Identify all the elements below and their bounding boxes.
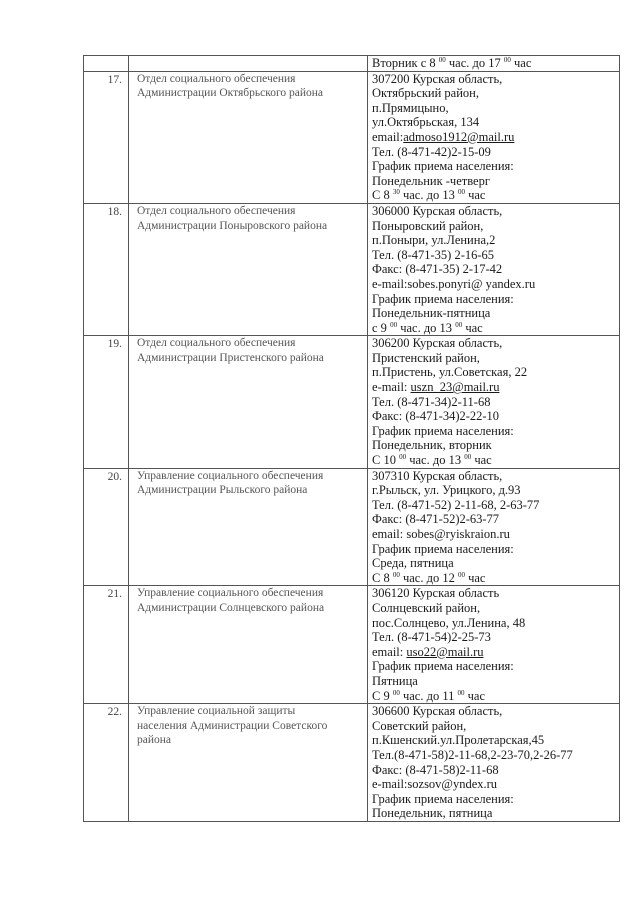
address-line (372, 351, 619, 366)
address-line (372, 145, 619, 160)
row-number: 17. (107, 73, 122, 86)
address-text: час (471, 453, 492, 468)
address-line (372, 689, 619, 704)
address-text: час. до 12 (399, 570, 458, 585)
address-line (372, 453, 619, 468)
department-name-line: Управление социального обеспечения (137, 587, 324, 600)
address-text: Пристенский район, (372, 350, 480, 365)
address-text: Тел. (8-471-35) 2-16-65 (372, 247, 495, 262)
address-text: Тел.(8-471-58)2-11-68,2-23-70,2-26-77 (372, 747, 573, 762)
address-text: Вторник с 8 (372, 56, 439, 70)
address-line (372, 56, 619, 71)
address-line (372, 763, 619, 778)
address-text: час. до 13 (406, 453, 465, 468)
number-cell (84, 203, 129, 335)
address-line (372, 630, 619, 645)
department-cell (129, 468, 368, 586)
time-minutes-superscript: 00 (503, 55, 511, 64)
address-text: С 8 (372, 570, 393, 585)
time-minutes-superscript: 00 (457, 570, 465, 579)
address-line (372, 498, 619, 513)
address-line (372, 586, 619, 601)
address-line (372, 159, 619, 174)
address-cell (368, 71, 620, 203)
address-cell (368, 586, 620, 704)
address-text: час (462, 320, 483, 335)
address-line (372, 806, 619, 821)
address-line (372, 204, 619, 219)
address-text: Тел. (8-471-42)2-15-09 (372, 144, 491, 159)
table-row (84, 468, 620, 586)
table-row (84, 203, 620, 335)
department-name-line: Отдел социального обеспечения (137, 204, 296, 217)
address-text: График приема населения: (372, 423, 514, 438)
address-text: e-mail: (372, 380, 411, 395)
address-text: час (464, 188, 486, 203)
address-line (372, 542, 619, 557)
row-number: 20. (107, 470, 122, 483)
row-number: 18. (107, 205, 122, 218)
address-line (372, 188, 619, 203)
department-cell (129, 704, 368, 822)
department-name-line: Отдел социального обеспечения (137, 337, 296, 350)
department-cell (129, 203, 368, 335)
address-line (372, 719, 619, 734)
table-row-continued (84, 56, 620, 72)
department-cell (129, 56, 368, 72)
address-cell (368, 56, 620, 72)
address-text: час (464, 570, 486, 585)
address-text: Поныровский район, (372, 218, 484, 233)
address-text: пос.Солнцево, ул.Ленина, 48 (372, 615, 526, 630)
number-cell (84, 336, 129, 468)
address-line (372, 262, 619, 277)
address-line (372, 409, 619, 424)
address-text: Октябрьский район, (372, 86, 479, 101)
table-row (84, 71, 620, 203)
department-name-line: Администрации Поныровского района (137, 219, 328, 232)
time-minutes-superscript: 00 (457, 688, 465, 697)
address-line (372, 674, 619, 689)
offices-table (83, 55, 620, 822)
address-line (372, 233, 619, 248)
address-text: час. до 17 (445, 56, 504, 70)
address-text: час. до 13 (397, 320, 456, 335)
department-name-line: Администрации Солнцевского района (137, 601, 325, 614)
email-address: uso22@mail.ru (406, 644, 484, 659)
address-cell (368, 336, 620, 468)
address-line (372, 115, 619, 130)
department-cell (129, 336, 368, 468)
address-text: час. до 13 (399, 188, 458, 203)
address-line (372, 365, 619, 380)
department-name-line: населения Администрации Советского (137, 719, 328, 732)
address-line (372, 130, 619, 145)
email-address: uszn_23@mail.ru (410, 380, 500, 395)
address-line (372, 277, 619, 292)
address-line (372, 527, 619, 542)
number-cell (84, 586, 129, 704)
department-cell (129, 586, 368, 704)
time-minutes-superscript: 00 (438, 55, 446, 64)
address-text: С 9 (372, 688, 393, 703)
address-line (372, 556, 619, 571)
address-line (372, 748, 619, 763)
address-text: Солнцевский район, (372, 600, 481, 615)
department-name-line: Администрации Октябрьского района (137, 87, 324, 100)
department-name-line: Управление социальной защиты (137, 705, 296, 718)
address-line (372, 777, 619, 792)
address-line (372, 292, 619, 307)
department-name-line: Управление социального обеспечения (137, 469, 324, 482)
address-text: График приема населения: (372, 659, 514, 674)
email-address: admoso1912@mail.ru (403, 129, 515, 144)
address-text: Советский район, (372, 718, 467, 733)
address-text: 306000 Курская область, (372, 203, 503, 218)
address-text: час (464, 688, 486, 703)
number-cell (84, 71, 129, 203)
address-text: С 8 (372, 188, 393, 203)
address-text: п.Кшенский.ул.Пролетарская,45 (372, 733, 545, 748)
address-line (372, 483, 619, 498)
address-cell (368, 468, 620, 586)
address-text: Тел. (8-471-54)2-25-73 (372, 630, 491, 645)
address-text: График приема населения: (372, 291, 514, 306)
time-minutes-superscript: 00 (464, 452, 472, 461)
time-minutes-superscript: 00 (392, 688, 400, 697)
address-text: 307200 Курская область, (372, 71, 503, 86)
table-row (84, 704, 620, 822)
address-text: п.Пристень, ул.Советская, 22 (372, 365, 528, 380)
department-name-line: района (137, 734, 172, 747)
address-line (372, 72, 619, 87)
address-line (372, 248, 619, 263)
table-row (84, 586, 620, 704)
number-cell (84, 468, 129, 586)
time-minutes-superscript: 30 (392, 188, 400, 197)
address-text: 306600 Курская область, (372, 704, 503, 719)
address-line (372, 601, 619, 616)
address-text: час (510, 56, 532, 70)
address-text: Понедельник, вторник (372, 438, 492, 453)
address-text: 307310 Курская область, (372, 468, 503, 483)
address-line (372, 395, 619, 410)
address-line (372, 733, 619, 748)
table-row (84, 336, 620, 468)
address-line (372, 512, 619, 527)
address-line (372, 616, 619, 631)
address-line (372, 380, 619, 395)
address-line (372, 306, 619, 321)
address-text: Пятница (372, 673, 418, 688)
address-line (372, 424, 619, 439)
address-text: г.Рыльск, ул. Урицкого, д.93 (372, 483, 521, 498)
address-line (372, 101, 619, 116)
row-number: 19. (107, 338, 122, 351)
time-minutes-superscript: 00 (455, 320, 463, 329)
address-line (372, 792, 619, 807)
address-text: Факс: (8-471-58)2-11-68 (372, 762, 499, 777)
address-text: п.Поныри, ул.Ленина,2 (372, 233, 496, 248)
department-name-line: Администрации Пристенского района (137, 351, 324, 364)
time-minutes-superscript: 00 (399, 452, 407, 461)
address-text: email: (372, 644, 407, 659)
address-line (372, 86, 619, 101)
address-text: График приема населения: (372, 541, 514, 556)
address-line (372, 438, 619, 453)
row-number: 22. (107, 706, 122, 719)
address-text: ул.Октябрьская, 134 (372, 115, 480, 130)
address-line (372, 219, 619, 234)
time-minutes-superscript: 00 (457, 188, 465, 197)
department-name-line: Администрации Рыльского района (137, 484, 308, 497)
address-line (372, 645, 619, 660)
address-text: e-mail:sozsov@yndex.ru (372, 777, 498, 792)
address-line (372, 336, 619, 351)
address-line (372, 704, 619, 719)
address-cell (368, 704, 620, 822)
address-text: График приема населения: (372, 159, 514, 174)
address-text: Среда, пятница (372, 556, 454, 571)
address-text: Тел. (8-471-34)2-11-68 (372, 394, 491, 409)
address-line (372, 659, 619, 674)
address-text: Факс: (8-471-34)2-22-10 (372, 409, 500, 424)
address-line (372, 469, 619, 484)
time-minutes-superscript: 00 (392, 570, 400, 579)
address-line (372, 174, 619, 189)
offices-table-body (84, 56, 620, 822)
department-name-line: Отдел социального обеспечения (137, 72, 296, 85)
address-text: п.Прямицыно, (372, 100, 449, 115)
address-text: с 9 (372, 320, 391, 335)
department-cell (129, 71, 368, 203)
time-minutes-superscript: 00 (390, 320, 398, 329)
address-text: email: (372, 129, 404, 144)
address-text: Факс: (8-471-35) 2-17-42 (372, 262, 503, 277)
address-text: 306120 Курская область (372, 586, 500, 601)
number-cell (84, 56, 129, 72)
address-line (372, 571, 619, 586)
address-text: Понедельник -четверг (372, 173, 490, 188)
address-text: e-mail:sobes.ponyri@ yandex.ru (372, 276, 536, 291)
address-text: Тел. (8-471-52) 2-11-68, 2-63-77 (372, 497, 540, 512)
address-text: час. до 11 (399, 688, 458, 703)
address-text: email: sobes@ryiskraion.ru (372, 527, 510, 541)
address-text: Факс: (8-471-52)2-63-77 (372, 512, 500, 527)
address-cell (368, 203, 620, 335)
address-text: Понедельник-пятница (372, 306, 491, 321)
address-text: График приема населения: (372, 791, 514, 806)
address-text: Понедельник, пятница (372, 806, 493, 821)
address-text: 306200 Курская область, (372, 336, 503, 351)
number-cell (84, 704, 129, 822)
address-line (372, 321, 619, 336)
row-number: 21. (107, 588, 122, 601)
address-text: С 10 (372, 453, 400, 468)
